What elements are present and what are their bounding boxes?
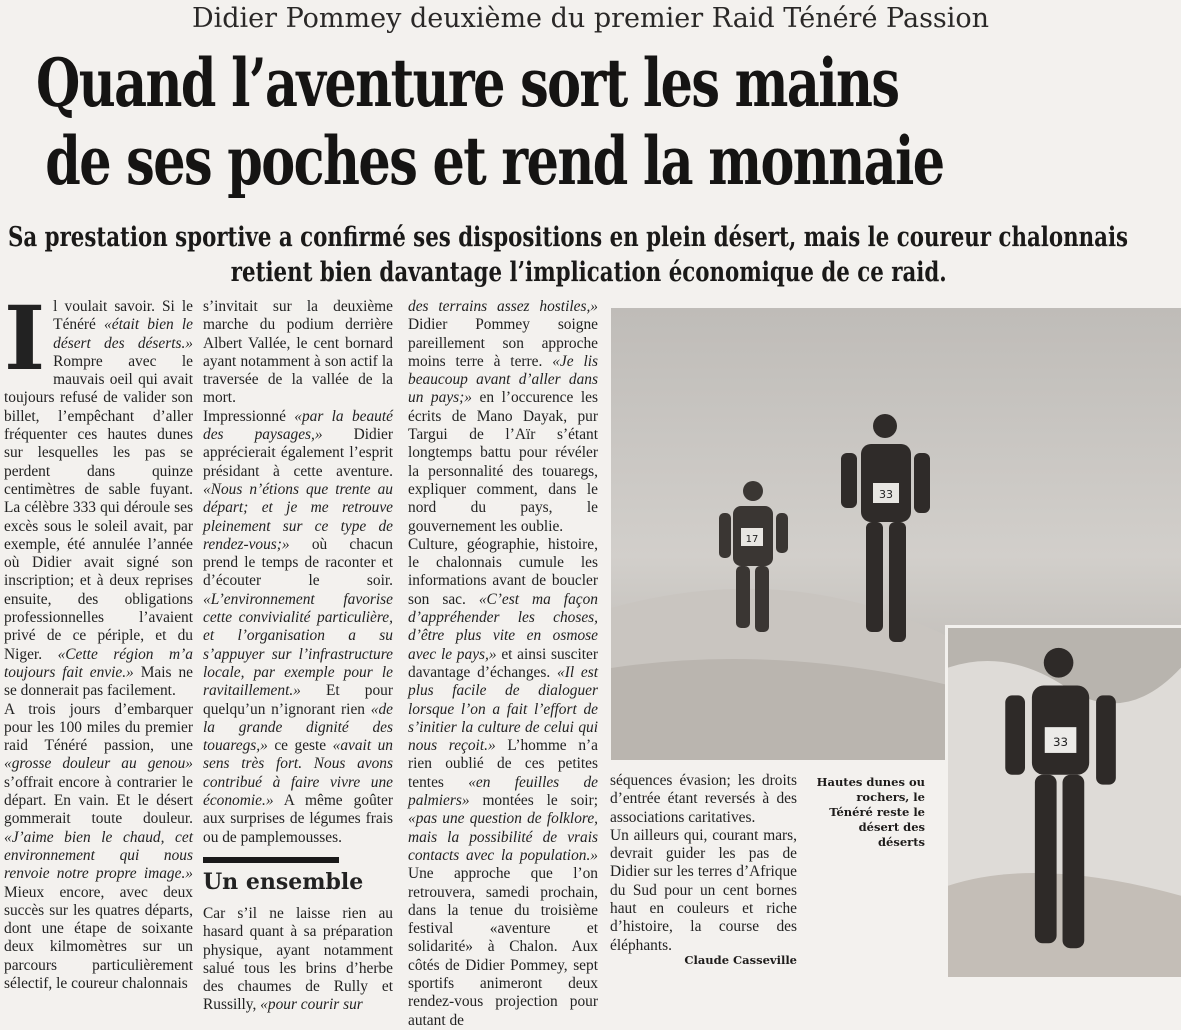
bib-number-right: 33 (879, 488, 893, 501)
kicker: Didier Pommey deuxième du premier Raid Ténéré Passion (191, 3, 990, 34)
subhead-rule (203, 857, 339, 863)
article-column-2: s’invitait sur la deuxième marche du podium derrière Albert Vallée, le cent bornard ayant notamment à son actif la traversée de la vallée de la mort. Impressionné «par la beauté des paysages,» Didier apprécierait également l’esprit présidant à cette aventure. «Nous n’étions que trente au départ; et je me retrouve pleinement sur ce type de rendez-vous;» où chacun prend le temps de raconter et d’écouter le soir. «L’environnement favorise cette convivialité particulière, et l’organisation a su s’appuyer sur l’infrastructure locale, par exemple pour le ravitaillement.» Et pour quelqu’un n’ignorant rien «de la grande dignité des touaregs,» ce geste «avait un sens très fort. Nous avons contribué à faire vivre une économie.» A même goûter aux surprises de légumes frais ou de pamplemousses. Un ensemble Car s’il ne laisse rien au hasard quant à sa préparation physique, ayant notamment salué tous les brins d’herbe des chaumes de Rully et Russilly, «pour courir sur (203, 298, 394, 1014)
deck-line-2: retient bien davantage l’implication économique de ce raid. (230, 257, 947, 288)
subhead: Un ensemble (203, 868, 364, 895)
deck-line-1: Sa prestation sportive a confirmé ses dispositions en plein désert, mais le coureur chalonnais (8, 222, 1129, 253)
photo-caption: Hautes dunes ou rochers, le Ténéré reste le désert des déserts (816, 775, 925, 849)
headline-line-1: Quand l’aventure sort les mains (36, 44, 899, 122)
article-column-4: séquences évasion; les droits d’entrée étant reversés à des associations caritatives. Un ailleurs qui, courant mars, devrait guider les pas de Didier sur les terres d’Afrique du Sud pour un cent bornes haut en couleurs et riche d’histoire, la course des éléphants. (610, 772, 797, 954)
headline (36, 44, 944, 200)
headline-line-2: de ses poches et rend la monnaie (45, 122, 944, 200)
bib-number-left: 17 (745, 534, 759, 545)
photo-runner-rocks (945, 625, 1181, 977)
article-column-3: des terrains assez hostiles,» Didier Pommey soigne pareillement son approche moins terre à terre. «Je lis beaucoup avant d’aller dans un pays;» en l’occurence les écrits de Mano Dayak, pur Targui de l’Aïr s’étant longtemps battu pour révéler la personnalité des touaregs, expliquer comment, dans le nord du pays, le gouvernement les oublie. Culture, géographie, histoire, le chalonnais cumule les informations avant de boucler son sac. «C’est ma façon d’appréhender les choses, d’être plus vite en osmose avec le pays,» et ainsi susciter davantage d’échanges. «Il est plus facile de dialoguer lorsque l’on a fait l’effort de s’initier la culture de celui qui nous reçoit.» L’homme n’a rien oublié de ces petites tentes «en feuilles de palmiers» montées le soir; «pas une question de folklore, mais la possibilité de vrais contacts avec la population.» Une approche que l’on retrouvera, samedi prochain, dans la tenue du troisième festival «aventure et solidarité» à Chalon. Aux côtés de Didier Pommey, sept sportifs animeront deux rendez-vous projection pour autant de (408, 298, 599, 1029)
deck (0, 220, 1181, 290)
bib-number-inset: 33 (1053, 734, 1069, 749)
byline: Claude Casseville (684, 953, 797, 967)
article-column-1: Il voulait savoir. Si le Ténéré «était bien le désert des déserts.» Rompre avec le mauvais oeil qui avait toujours refusé de valider son billet, l’empêchant d’aller fréquenter ces hautes dunes sur lesquelles les pas se perdent dans quinze centimètres de sable fuyant. La célèbre 333 qui déroule ses excès sous le soleil avait, par exemple, été annulée l’année où Didier avait signé son inscription; et à deux reprises ensuite, des obligations professionnelles l’avaient privé de ce périple, et du Niger. «Cette région m’a toujours fait envie.» Mais ne se donnerait pas facilement. A trois jours d’embarquer pour les 100 miles du premier raid Ténéré passion, une «grosse douleur au genou» s’offrait encore à contrarier le départ. En vain. Et le désert gommerait toute douleur. «J’aime bien le chaud, cet environnement qui nous renvoie notre propre image.» Mieux encore, avec deux succès sur les quatres départs, dont une étape de soixante deux kilmomètres sur un parcours particulièrement sélectif, le coureur chalonnais (4, 286, 193, 992)
drop-cap: I (4, 286, 46, 390)
